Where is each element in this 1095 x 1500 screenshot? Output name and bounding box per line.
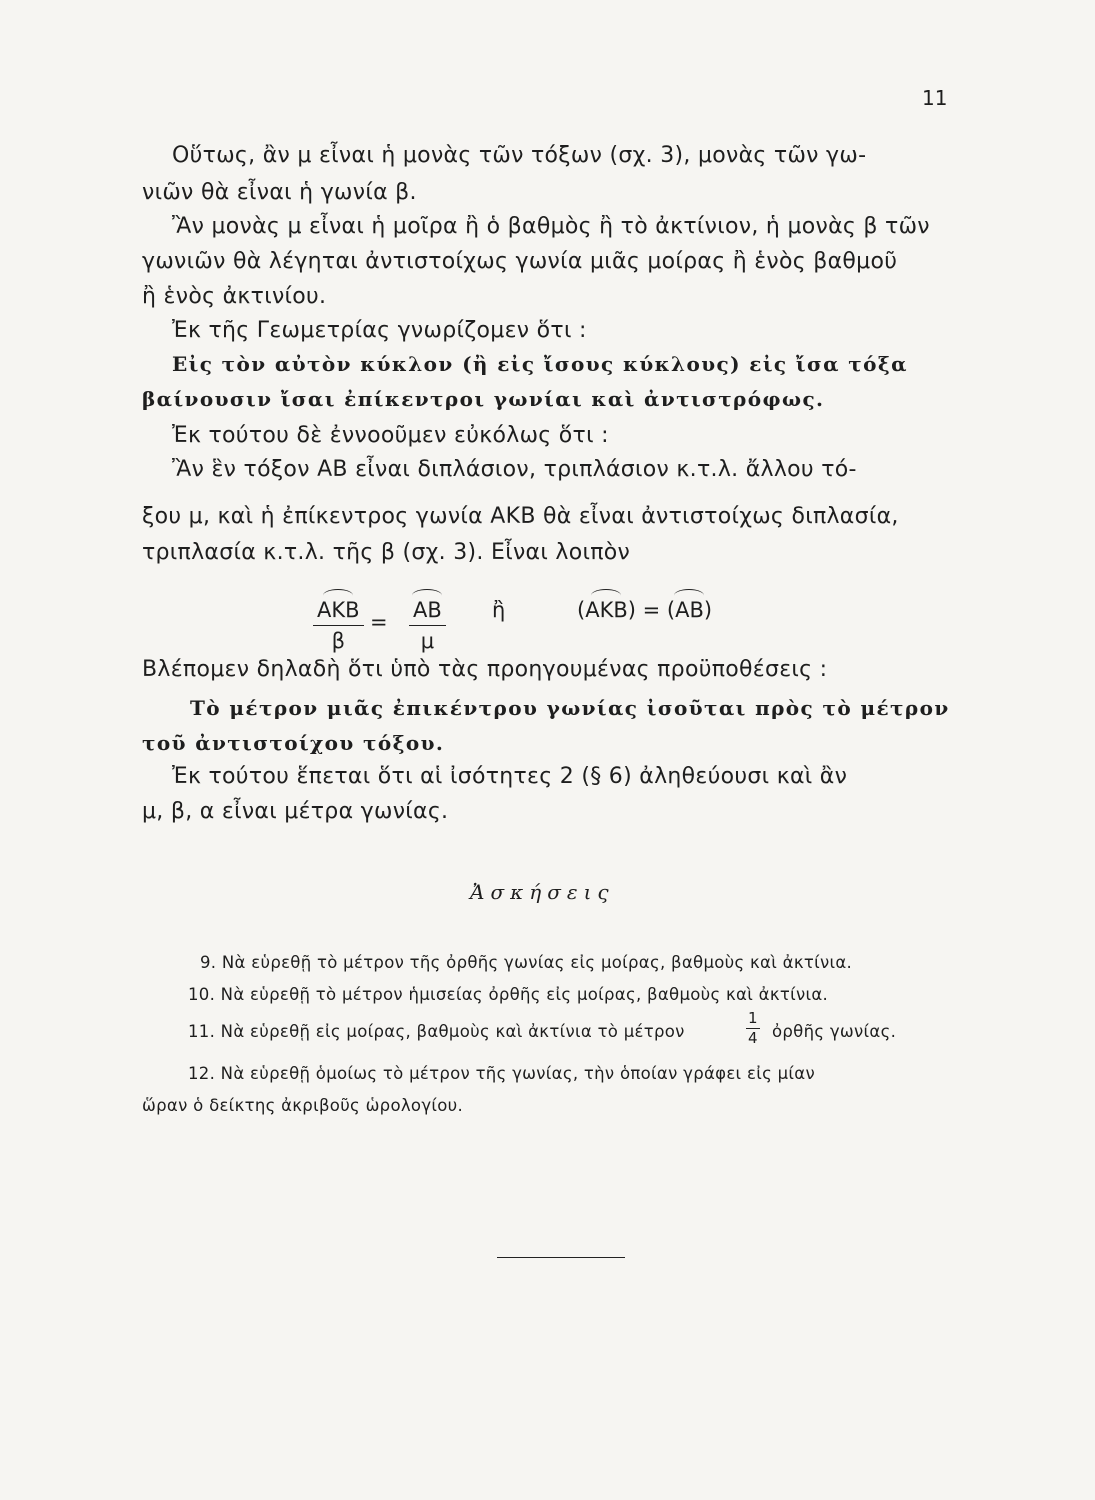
fraction-denominator: μ [420, 629, 435, 653]
text-line: ξου μ, καὶ ἡ ἐπίκεντρος γωνία ΑΚΒ θὰ εἶναι ἀντιστοίχως διπλασία, [142, 504, 899, 529]
exercise-item-end: ὀρθῆς γωνίας. [772, 1022, 897, 1041]
text-line: τριπλασία κ.τ.λ. τῆς β (σχ. 3). Εἶναι λοιπὸν [142, 540, 631, 565]
exercise-item: 11. Νὰ εὑρεθῇ εἰς μοίρας, βαθμοὺς καὶ ἀκτίνια τὸ μέτρον [188, 1022, 685, 1041]
theorem-line: βαίνουσιν ἴσαι ἐπίκεντροι γωνίαι καὶ ἀντιστρόφως. [142, 387, 825, 411]
exercise-item: 9. Νὰ εὑρεθῇ τὸ μέτρον τῆς ὀρθῆς γωνίας εἰς μοίρας, βαθμοὺς καὶ ἀκτίνια. [200, 953, 853, 972]
page-number: 11 [922, 86, 948, 110]
exercise-item: ὥραν ὁ δείκτης ἀκριβοῦς ὡρολογίου. [142, 1096, 464, 1115]
fraction-quarter: $\frac{1}{4}$ [748, 1009, 758, 1047]
arc-mark: ΑΒ [675, 598, 704, 622]
fraction-angle [313, 598, 364, 653]
text-line: Βλέπομεν δηλαδὴ ὅτι ὑπὸ τὰς προηγουμένας προϋποθέσεις : [142, 657, 828, 682]
text-line: Ἐκ τούτου δὲ ἐννοοῦμεν εὐκόλως ὅτι : [172, 423, 609, 448]
equals-sign: = [370, 610, 388, 634]
arc-mark: ΑΒ [413, 598, 442, 622]
text-line: Ἐκ τῆς Γεωμετρίας γνωρίζομεν ὅτι : [172, 318, 587, 343]
exercise-item: 12. Νὰ εὑρεθῇ ὁμοίως τὸ μέτρον τῆς γωνίας, τὴν ὁποίαν γράφει εἰς μίαν [188, 1064, 815, 1083]
end-rule [497, 1257, 625, 1258]
exercise-item: 10. Νὰ εὑρεθῇ τὸ μέτρον ἡμισείας ὀρθῆς εἰς μοίρας, βαθμοὺς καὶ ἀκτίνια. [188, 985, 829, 1004]
text-line: Ἐκ τούτου ἕπεται ὅτι αἱ ἰσότητες 2 (§ 6) ἀληθεύουσι καὶ ἂν [172, 764, 848, 789]
arc-mark: ΑΚΒ [585, 598, 628, 622]
arc-mark: ΑΚΒ [317, 598, 360, 622]
theorem-line: Εἰς τὸν αὐτὸν κύκλον (ἢ εἰς ἴσους κύκλους) εἰς ἴσα τόξα [172, 352, 908, 376]
text-line: Ἂν ἓν τόξον ΑΒ εἶναι διπλάσιον, τριπλάσιον κ.τ.λ. ἄλλου τό- [172, 457, 857, 482]
exercises-heading: Ἀσκήσεις [470, 880, 615, 904]
text-line: ἢ ἑνὸς ἀκτινίου. [142, 284, 327, 309]
theorem-line: τοῦ ἀντιστοίχου τόξου. [142, 731, 445, 755]
or-word: ἢ [492, 598, 506, 622]
rhs-equation: (ΑΚΒ) = (ΑΒ) [577, 598, 713, 622]
text-line: νιῶν θὰ εἶναι ἡ γωνία β. [142, 180, 417, 205]
text-line: γωνιῶν θὰ λέγηται ἀντιστοίχως γωνία μιᾶς μοίρας ἢ ἑνὸς βαθμοῦ [142, 249, 898, 274]
text-line: Οὕτως, ἂν μ εἶναι ἡ μονὰς τῶν τόξων (σχ. 3), μονὰς τῶν γω- [172, 143, 867, 168]
text-line: Ἂν μονὰς μ εἶναι ἡ μοῖρα ἢ ὁ βαθμὸς ἢ τὸ ἀκτίνιον, ἡ μονὰς β τῶν [172, 214, 930, 239]
fraction-arc [409, 598, 446, 653]
text-line: μ, β, α εἶναι μέτρα γωνίας. [142, 799, 449, 824]
fraction-denominator: β [331, 629, 345, 653]
theorem-line: Τὸ μέτρον μιᾶς ἐπικέντρου γωνίας ἰσοῦται πρὸς τὸ μέτρον [190, 696, 950, 720]
